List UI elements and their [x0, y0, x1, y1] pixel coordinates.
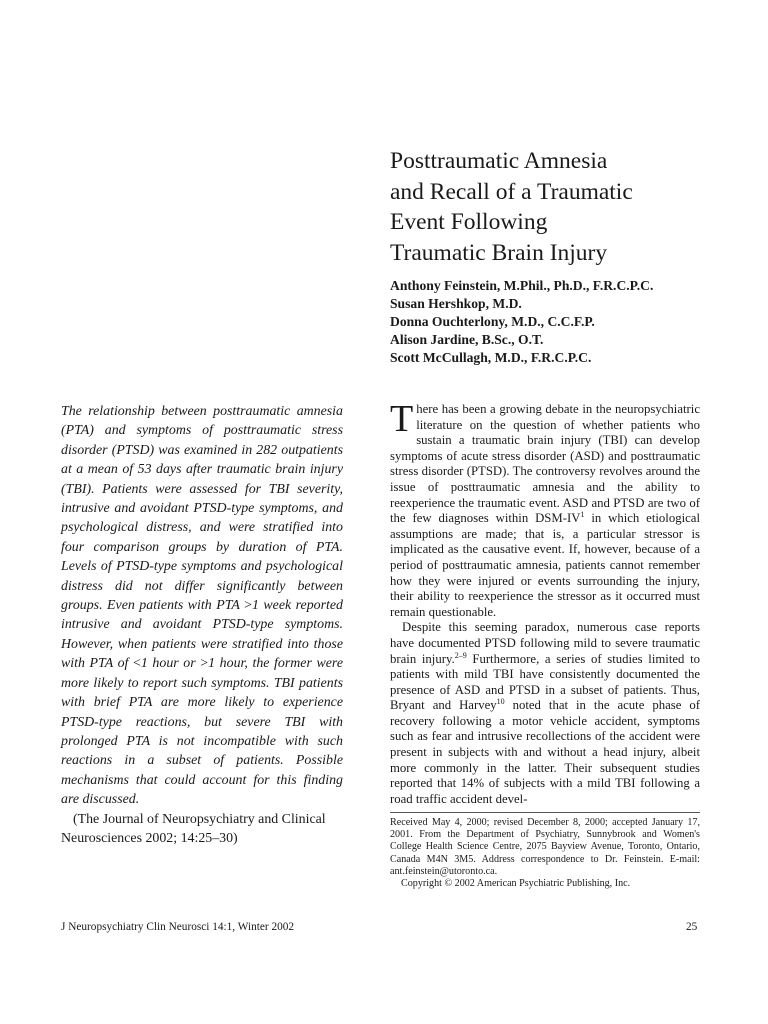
title-line: Posttraumatic Amnesia [390, 148, 608, 174]
abstract-text-part: The relationship between posttraumatic amnesia (PTA) and symptoms of posttraumatic stress disorder (PTSD) was examined in 282 outpatients at a mean of 53 days after traumatic brain injury (TBI). Patients were assessed for TBI severity, intrusive and avoidant PTSD-type symptoms, and psychological distress, and were stratified into four comparison groups by duration of PTA. Levels of PTSD-type symptoms and psychological distress did not differ significantly between groups. Even patients with PTA [61, 404, 343, 614]
symbol-greater-than: > [200, 656, 209, 672]
title-line: Event Following [390, 209, 548, 235]
footnote-divider [390, 812, 700, 813]
author-name: Scott McCullagh, M.D., F.R.C.P.C. [390, 350, 592, 365]
author-list [390, 277, 750, 367]
title-line: and Recall of a Traumatic [390, 178, 633, 205]
symbol-less-than: < [133, 656, 141, 672]
journal-citation: (The Journal of Neuropsychiatry and Clinical Neurosciences 2002; 14:25–30) [61, 811, 326, 846]
author-name: Alison Jardine, B.Sc., O.T. [390, 332, 544, 347]
reference-superscript: 1 [580, 509, 585, 519]
abstract-text-part: 1 week reported intrusive and avoidant PTSD-type symptoms. However, when patients were stratified into those with PTA of [61, 598, 343, 672]
author-name: Anthony Feinstein, M.Phil., Ph.D., F.R.C.P.C. [390, 278, 654, 293]
symbol-greater-than: > [244, 598, 252, 614]
body-text [390, 398, 701, 807]
received-note: Received May 4, 2000; revised December 8, 2000; accepted January 17, 2001. From the Department of Psychiatry, Sunnybrook and Women's College Health Science Centre, 2075 Bayview Avenue, Toronto, Ontario, Canada M4N 3M5. Address correspondence to Dr. Feinstein. E-mail: ant.feinstein@utoronto.ca. [390, 817, 700, 877]
drop-cap: T [390, 398, 414, 440]
body-text-part: here has been a growing debate in the neuropsychiatric literature on the question of whether patients who sustain a traumatic brain injury (TBI) can develop symptoms of acute stress disorder (ASD) and posttraumatic stress disorder (PTSD). The controversy revolves around the issue of posttraumatic amnesia and the ability to reexperience the traumatic event. ASD and PTSD are two of the few diagnoses within DSM-IV [390, 402, 700, 526]
abstract [61, 402, 343, 848]
title-line: Traumatic Brain Injury [390, 239, 608, 266]
reference-superscript: 10 [496, 697, 505, 707]
abstract-text-part: 1 hour, the former were more likely to report such symptoms. TBI patients with brief PTA are more likely to experience PTSD-type reactions, but severe TBI with prolonged PTA is not incompatible with such reactions in a subset of patients. Possible mechanisms that could account for this finding are discussed. [61, 656, 343, 808]
article-title [390, 146, 750, 268]
body-text-part: Furthermore, a series of studies limited to patients with mild TBI have consistently documented the presence of ASD and PTSD in a subset of patients. Thus, Bryant and Harvey [390, 651, 701, 713]
body-paragraph [390, 398, 700, 620]
body-paragraph [390, 620, 700, 807]
reference-superscript: 2–9 [454, 650, 467, 660]
running-footer-journal: J Neuropsychiatry Clin Neurosci 14:1, Winter 2002 [61, 921, 295, 933]
abstract-text-part: 1 hour or [140, 656, 201, 672]
copyright-note: Copyright © 2002 American Psychiatric Publishing, Inc. [401, 878, 631, 890]
body-text-part: noted that in the acute phase of recovery following a motor vehicle accident, symptoms such as fear and intrusive recollections of the accident were present in subjects with and without a head injury, albeit more commonly in the latter. Their subsequent studies reported that 14% of subjects with a mild TBI following a road traffic accident devel- [390, 698, 700, 806]
footnote [390, 817, 700, 890]
author-name: Susan Hershkop, M.D. [390, 296, 522, 311]
page-number: 25 [686, 921, 698, 933]
author-name: Donna Ouchterlony, M.D., C.C.F.P. [390, 314, 595, 329]
abstract-text [61, 402, 343, 810]
body-text-part: Despite this seeming paradox, numerous case reports have documented PTSD following mild to severe traumatic brain injury. [390, 620, 700, 666]
body-text-part: in which etiological assumptions are made; that is, a particular stressor is implicated as the causative event. If, however, because of a period of posttraumatic amnesia, patients cannot remember how they were injured or events surrounding the injury, their ability to reexperience the stressor as it occurred must remain questionable. [390, 511, 700, 619]
